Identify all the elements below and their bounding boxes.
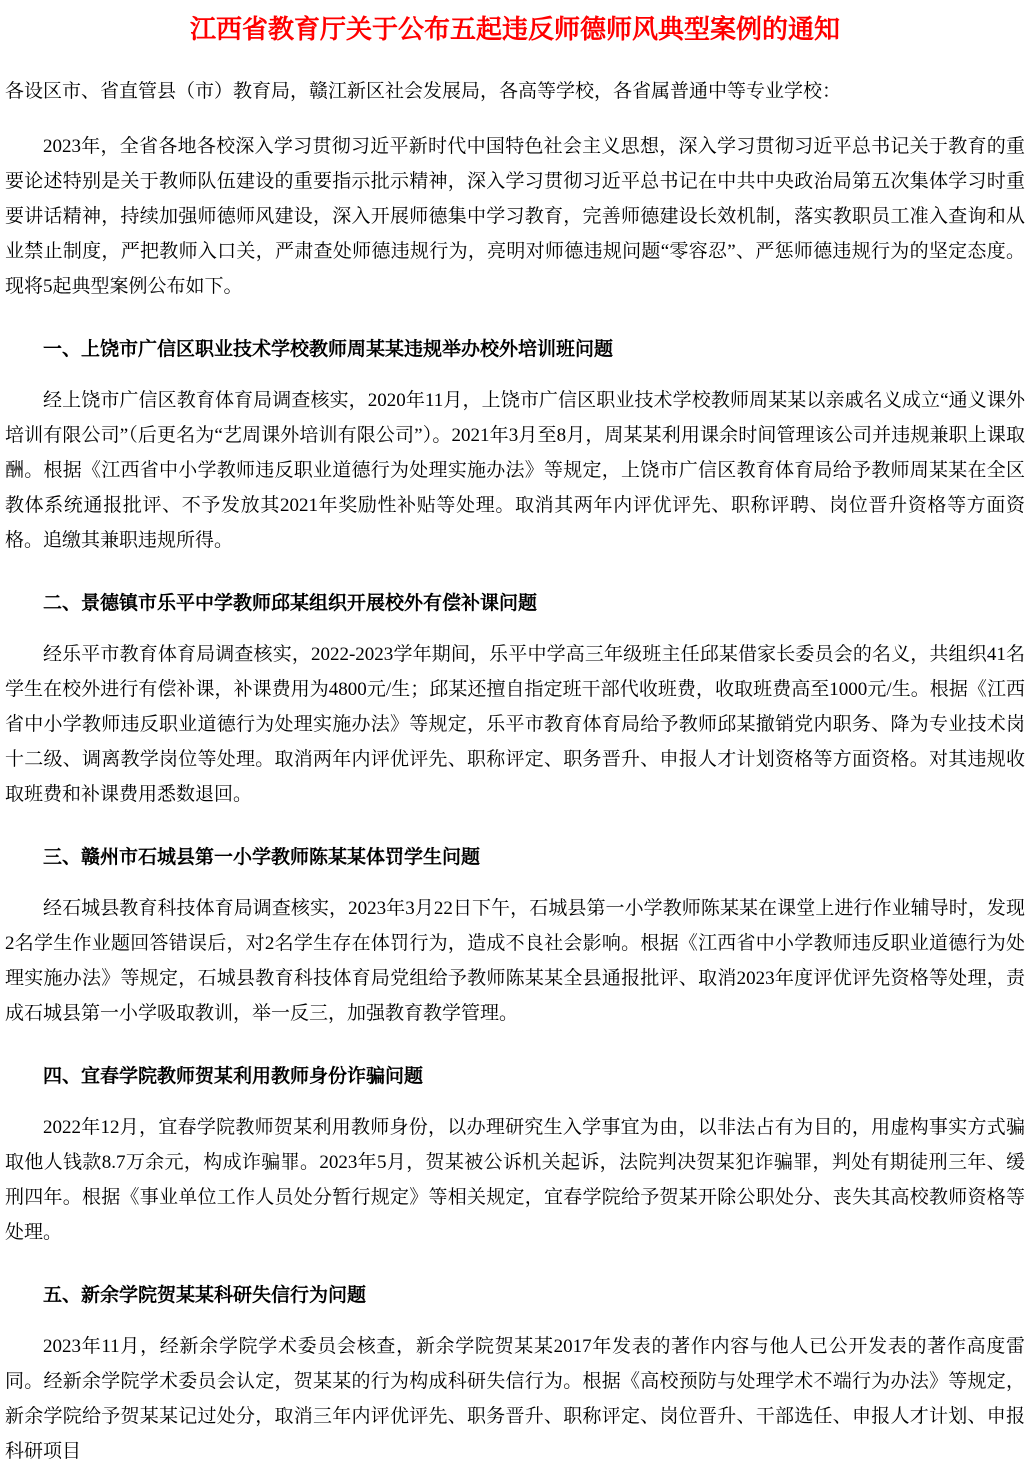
section-3-body: 经石城县教育科技体育局调查核实，2023年3月22日下午，石城县第一小学教师陈某某在课堂上进行作业辅导时，发现2名学生作业题回答错误后，对2名学生存在体罚行为，造成不良社会影响。根据《江西省中小学教师违反职业道德行为处理实施办法》等规定，石城县教育科技体育局党组给予教师陈某某全县通报批评、取消2023年度评优评先资格等处理，责成石城县第一小学吸取教训，举一反三，加强教育教学管理。: [5, 898, 1025, 1024]
salutation-line: 各设区市、省直管县（市）教育局，赣江新区社会发展局，各高等学校，各省属普通中等专业学校：: [5, 81, 842, 102]
intro-paragraph: 2023年，全省各地各校深入学习贯彻习近平新时代中国特色社会主义思想，深入学习贯彻习近平总书记关于教育的重要论述特别是关于教师队伍建设的重要指示批示精神，深入学习贯彻习近平总书记在中共中央政治局第五次集体学习时重要讲话精神，持续加强师德师风建设，深入开展师德集中学习教育，完善师德建设长效机制，落实教职员工准入查询和从业禁止制度，严把教师入口关，严肃查处师德违规行为，亮明对师德违规问题“零容忍”、严惩师德违规行为的坚定态度。现将5起典型案例公布如下。: [5, 136, 1025, 297]
section-5-heading: 五、新余学院贺某某科研失信行为问题: [43, 1285, 367, 1306]
section-4-body: 2022年12月，宜春学院教师贺某利用教师身份，以办理研究生入学事宜为由，以非法占有为目的，用虚构事实方式骗取他人钱款8.7万余元，构成诈骗罪。2023年5月，贺某被公诉机关起诉，法院判决贺某犯诈骗罪，判处有期徒刑三年、缓刑四年。根据《事业单位工作人员处分暂行规定》等相关规定，宜春学院给予贺某开除公职处分、丧失其高校教师资格等处理。: [5, 1117, 1025, 1243]
section-5-body: 2023年11月，经新余学院学术委员会核查，新余学院贺某某2017年发表的著作内容与他人已公开发表的著作高度雷同。经新余学院学术委员会认定，贺某某的行为构成科研失信行为。根据《高校预防与处理学术不端行为办法》等规定，新余学院给予贺某某记过处分，取消三年内评优评先、职务晋升、职称评定、岗位晋升、干部选任、申报人才计划、申报科研项目: [5, 1336, 1025, 1462]
section-2-heading: 二、景德镇市乐平中学教师邱某组织开展校外有偿补课问题: [43, 593, 538, 614]
section-1-heading: 一、上饶市广信区职业技术学校教师周某某违规举办校外培训班问题: [43, 339, 614, 360]
section-2-body: 经乐平市教育体育局调查核实，2022-2023学年期间，乐平中学高三年级班主任邱某借家长委员会的名义，共组织41名学生在校外进行有偿补课，补课费用为4800元/生；邱某还擅自指定班干部代收班费，收取班费高至1000元/生。根据《江西省中小学教师违反职业道德行为处理实施办法》等规定，乐平市教育体育局给予教师邱某撤销党内职务、降为专业技术岗十二级、调离教学岗位等处理。取消两年内评优评先、职称评定、职务晋升、申报人才计划资格等方面资格。对其违规收取班费和补课费用悉数退回。: [5, 644, 1025, 805]
document-title: 江西省教育厅关于公布五起违反师德师风典型案例的通知: [189, 15, 840, 44]
section-1-body: 经上饶市广信区教育体育局调查核实，2020年11月，上饶市广信区职业技术学校教师周某某以亲戚名义成立“通义课外培训有限公司”（后更名为“艺周课外培训有限公司”）。2021年3月至8月，周某某利用课余时间管理该公司并违规兼职上课取酬。根据《江西省中小学教师违反职业道德行为处理实施办法》等规定，上饶市广信区教育体育局给予教师周某某在全区教体系统通报批评、不予发放其2021年奖励性补贴等处理。取消其两年内评优评先、职称评聘、岗位晋升资格等方面资格。追缴其兼职违规所得。: [5, 390, 1025, 551]
notice-document: [0, 12, 1030, 1469]
section-3-heading: 三、赣州市石城县第一小学教师陈某某体罚学生问题: [43, 847, 481, 868]
section-4-heading: 四、宜春学院教师贺某利用教师身份诈骗问题: [43, 1066, 424, 1087]
